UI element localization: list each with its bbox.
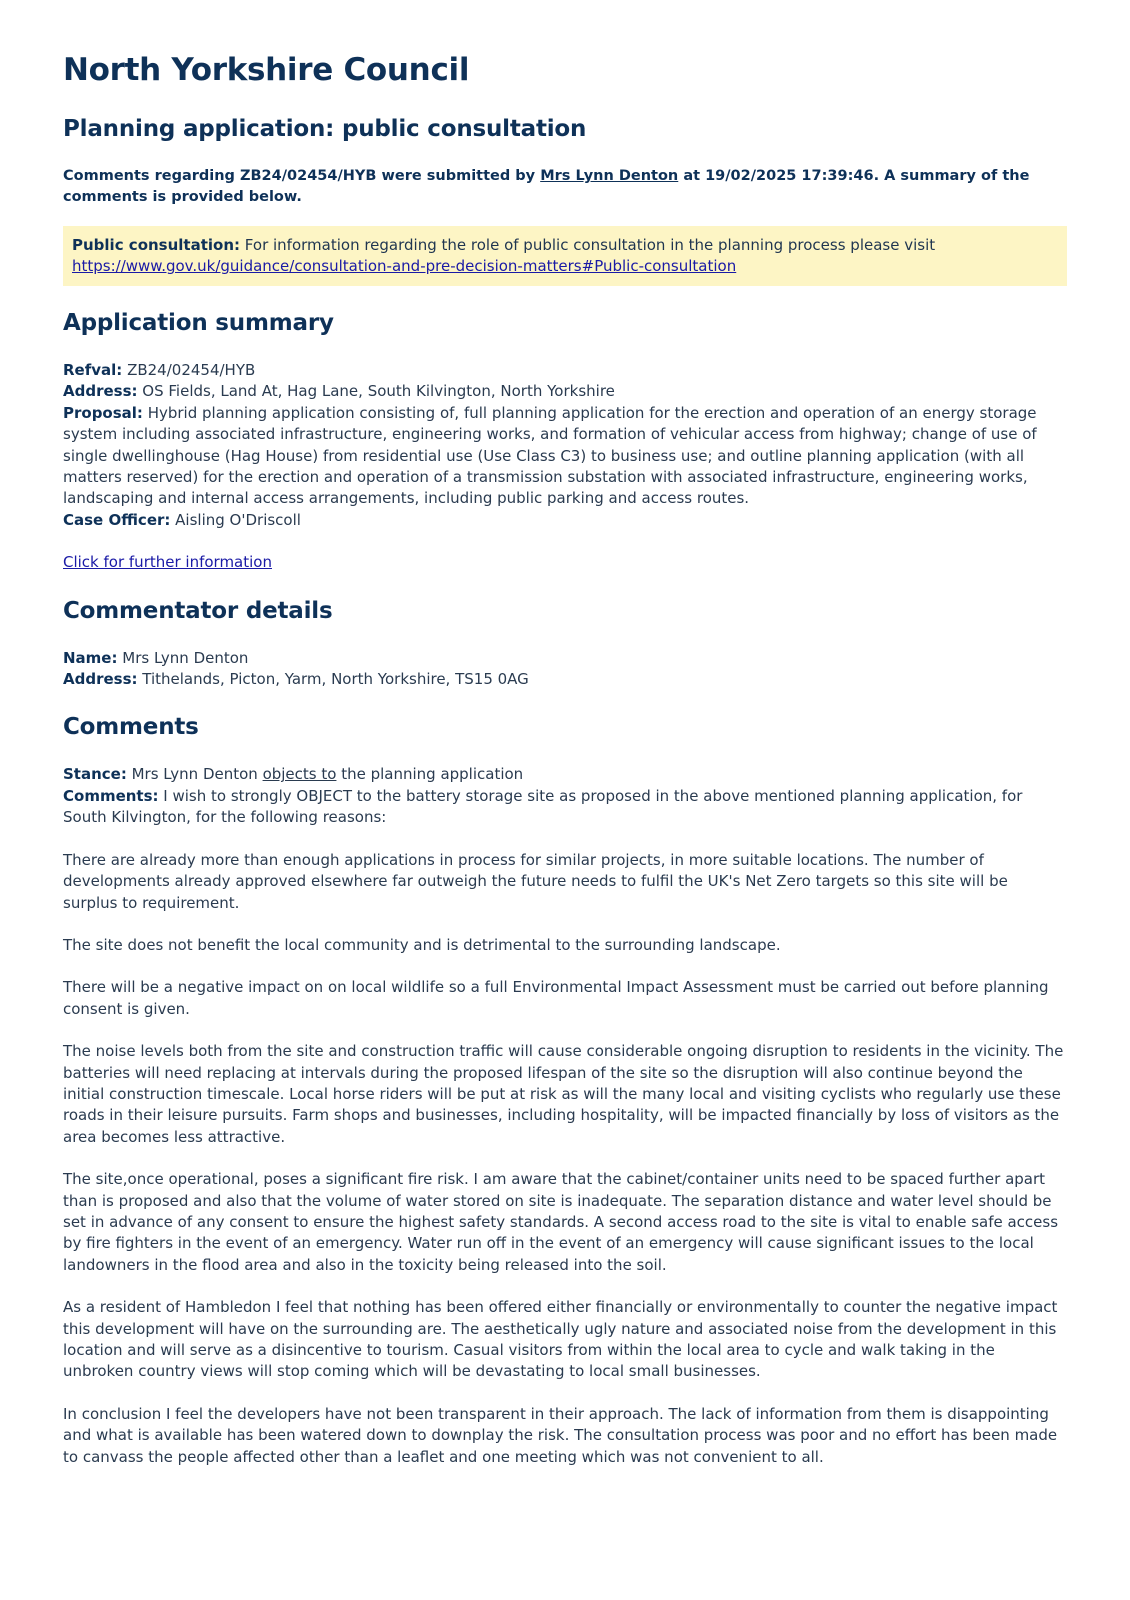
commentator-address-row [63,669,1067,690]
refval-row [63,360,1067,381]
name-label: Name: [63,648,118,667]
address-label: Address: [63,382,138,401]
comment-paragraph: There will be a negative impact on on local wildlife so a full Environmental Impact Assessment must be carried out before planning consent is given. [63,978,1049,1018]
address-value: OS Fields, Land At, Hag Lane, South Kilvington, North Yorkshire [137,382,615,401]
stance-label: Stance: [63,765,127,784]
comments-intro-row [63,786,1067,829]
comments-intro: I wish to strongly OBJECT to the battery storage site as proposed in the above mentioned planning application, for South Kilvington, for the following reasons: [63,786,1023,827]
case-officer-row [63,510,1067,531]
commentator-details-heading: Commentator details [63,597,333,624]
comments-label: Comments: [63,786,159,805]
refval-value: ZB24/02454/HYB [122,361,256,379]
comment-paragraph: The noise levels both from the site and construction traffic will cause considerable ongoing disruption to residents in the vicinity. The batteries will need replacing at intervals during the proposed lifespan of the site so the disruption will also continue beyond the initial construction timescale. Local horse riders will be put at risk as will the many local and visiting cyclists who regularly use these roads in their leisure pursuits. Farm shops and businesses, including hospitality, will be impacted financially by loss of visitors as the area becomes less attractive. [63,1042,1064,1146]
stance-row [63,764,1067,785]
comment-paragraph: As a resident of Hambledon I feel that nothing has been offered either financially or environmentally to counter the negative impact this development will have on the surrounding are. The aesthetically ugly nature and associated noise from the development in this location and will serve as a disincentive to tourism. Casual visitors from within the local area to cycle and walk taking in the unbroken country views will stop coming which will be devastating to local small businesses. [63,1298,1058,1381]
intro-suffix: at 19/02/2025 17:39:46. A summary of the comments is provided below. [63,168,1030,205]
address-row [63,381,1067,402]
application-summary [63,360,1067,574]
comment-paragraph: There are already more than enough applications in process for similar projects, in more suitable locations. The number of developments already approved elsewhere far outweigh the future needs to fulfil the UK's Net Zero targets so this site will be surplus to requirement. [63,850,1008,912]
case-officer-value: Aisling O'Driscoll [170,510,301,529]
intro-prefix: Comments regarding ZB24/02454/HYB were submitted by [63,168,541,184]
stance-verb: objects to [262,765,337,784]
further-information-link[interactable]: Click for further information [63,553,272,572]
proposal-row [63,403,1067,510]
page-subtitle: Planning application: public consultation [63,116,587,142]
name-value: Mrs Lynn Denton [117,648,249,667]
proposal-label: Proposal: [63,403,143,422]
comment-paragraph: The site,once operational, poses a significant fire risk. I am aware that the cabinet/container units need to be spaced further apart than is proposed and also that the volume of water stored on site is inadequate. The separation distance and water level should be set in advance of any consent to ensure the highest safety standards. A second access road to the site is vital to enable safe access by fire fighters in the event of an emergency. Water run off in the event of an emergency will cause significant issues to the local landowners in the flood area and also in the toxicity being released into the soil. [63,1170,1059,1274]
commentator-address-value: Tithelands, Picton, Yarm, North Yorkshire, TS15 0AG [137,670,529,689]
stance-post: the planning application [336,765,524,784]
submission-intro [63,166,1067,208]
notice-text: For information regarding the role of public consultation in the planning process please visit [240,236,936,254]
comments-heading: Comments [63,714,199,741]
submitter-link[interactable]: Mrs Lynn Denton [540,168,679,184]
notice-label: Public consultation: [72,236,241,254]
council-title: North Yorkshire Council [63,52,470,88]
consultation-notice [63,226,1067,286]
comment-paragraph: In conclusion I feel the developers have not been transparent in their approach. The lack of information from them is disappointing and what is available has been watered down to downplay the risk. The consultation process was poor and no effort has been made to canvass the people affected other than a leaflet and one meeting which was not convenient to all. [63,1404,1058,1466]
application-summary-heading: Application summary [63,310,334,336]
consultation-guidance-link[interactable]: https://www.gov.uk/guidance/consultation-and-pre-decision-matters#Public-consultation [72,257,737,275]
case-officer-label: Case Officer: [63,510,171,529]
commentator-details [63,648,1067,691]
comment-paragraph: The site does not benefit the local community and is detrimental to the surrounding landscape. [63,935,781,954]
refval-label: Refval: [63,361,123,379]
commentator-address-label: Address: [63,670,138,689]
proposal-value: Hybrid planning application consisting of, full planning application for the erection and operation of an energy storage system including associated infrastructure, engineering works, and formation of vehicular access from highway; change of use of single dwellinghouse (Hag House) from residential use (Use Class C3) to business use; and outline planning application (with all matters reserved) for the erection and operation of a transmission substation with associated infrastructure, engineering works, landscaping and internal access arrangements, including public parking and access routes. [63,403,1037,508]
stance-pre: Mrs Lynn Denton [126,765,263,784]
commentator-name-row [63,648,1067,669]
comments-body [63,764,1067,1468]
